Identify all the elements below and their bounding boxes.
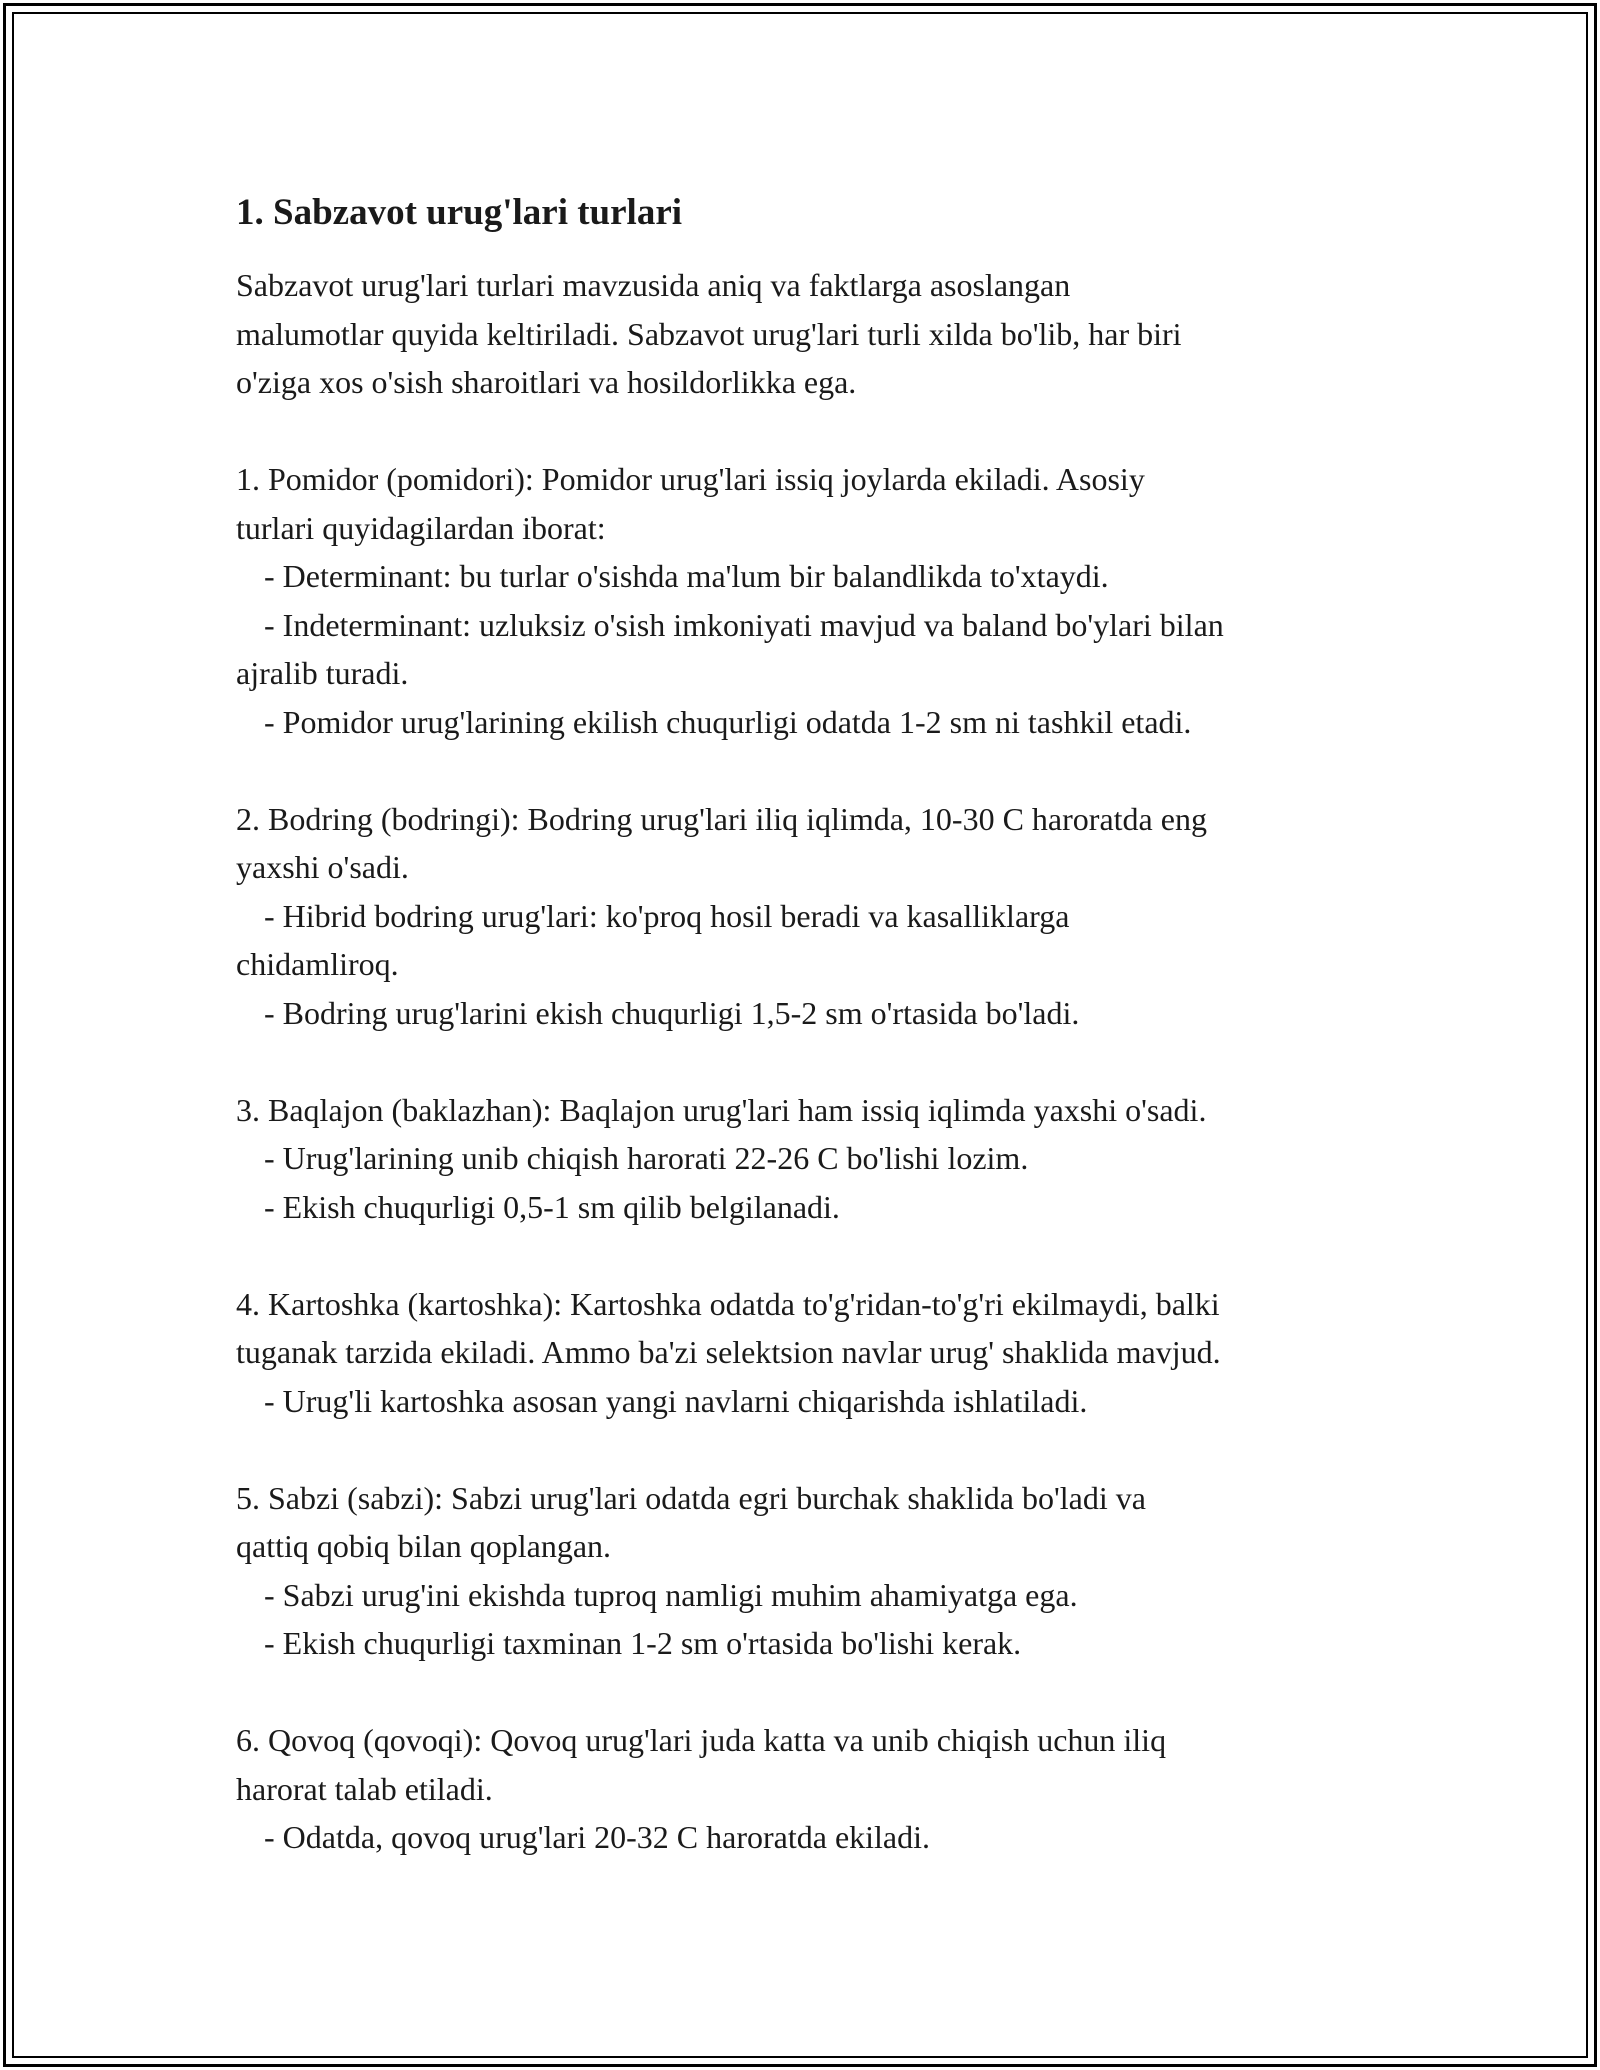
seed-type-section	[236, 795, 1386, 1038]
section-bullet-line: - Pomidor urug'larining ekilish chuqurligi odatda 1-2 sm ni tashkil etadi.	[264, 703, 1192, 740]
section-spacer	[236, 1037, 1386, 1086]
seed-type-section	[236, 1474, 1386, 1668]
intro-line: malumotlar quyida keltiriladi. Sabzavot urug'lari turli xilda bo'lib, har biri	[236, 315, 1182, 352]
section-spacer	[236, 1425, 1386, 1474]
section-text-line: 4. Kartoshka (kartoshka): Kartoshka odatda to'g'ridan-to'g'ri ekilmaydi, balki	[236, 1285, 1220, 1322]
section-spacer	[236, 1231, 1386, 1280]
section-bullet-line: - Ekish chuqurligi taxminan 1-2 sm o'rtasida bo'lishi kerak.	[264, 1625, 1022, 1661]
section-text-line: 5. Sabzi (sabzi): Sabzi urug'lari odatda egri burchak shaklida bo'ladi va	[236, 1479, 1146, 1516]
section-bullet-line: - Hibrid bodring urug'lari: ko'proq hosil beradi va kasalliklarga	[264, 897, 1070, 934]
section-spacer	[236, 407, 1386, 456]
section-bullet-line: - Bodring urug'larini ekish chuqurligi 1,5-2 sm o'rtasida bo'ladi.	[264, 994, 1080, 1031]
document-title: 1. Sabzavot urug'lari turlari	[236, 192, 683, 233]
seed-type-section	[236, 1280, 1386, 1426]
document-body	[236, 185, 1386, 1862]
section-text-line: 6. Qovoq (qovoqi): Qovoq urug'lari juda katta va unib chiqish uchun iliq	[236, 1722, 1167, 1758]
section-text-line: yaxshi o'sadi.	[236, 849, 409, 885]
section-spacer	[236, 1668, 1386, 1717]
section-text-line: turlari quyidagilardan iborat:	[236, 509, 606, 546]
section-bullet-line: - Ekish chuqurligi 0,5-1 sm qilib belgilanadi.	[264, 1188, 840, 1225]
section-bullet-line: - Odatda, qovoq urug'lari 20-32 C haroratda ekiladi.	[264, 1819, 931, 1855]
seed-type-section	[236, 1086, 1386, 1232]
intro-line: Sabzavot urug'lari turlari mavzusida aniq va faktlarga asoslangan	[236, 267, 1071, 303]
section-bullet-line: - Urug'larining unib chiqish harorati 22-26 C bo'lishi lozim.	[264, 1140, 1029, 1176]
section-bullet-line: - Urug'li kartoshka asosan yangi navlarni chiqarishda ishlatiladi.	[264, 1382, 1088, 1419]
section-bullet-line: - Indeterminant: uzluksiz o'sish imkoniyati mavjud va baland bo'ylari bilan	[264, 606, 1224, 643]
section-bullet-line: - Sabzi urug'ini ekishda tuproq namligi muhim ahamiyatga ega.	[264, 1576, 1078, 1613]
section-text-line: chidamliroq.	[236, 946, 399, 982]
section-text-line: ajralib turadi.	[236, 655, 409, 691]
section-text-line: tuganak tarzida ekiladi. Ammo ba'zi selektsion navlar urug' shaklida mavjud.	[236, 1334, 1221, 1370]
section-spacer	[236, 746, 1386, 795]
section-text-line: 3. Baqlajon (baklazhan): Baqlajon urug'lari ham issiq iqlimda yaxshi o'sadi.	[236, 1091, 1207, 1128]
intro-line: o'ziga xos o'sish sharoitlari va hosildorlikka ega.	[236, 364, 857, 400]
seed-type-section	[236, 1716, 1386, 1862]
intro-paragraph	[236, 261, 1386, 407]
section-bullet-line: - Determinant: bu turlar o'sishda ma'lum bir balandlikda to'xtaydi.	[264, 558, 1109, 594]
section-text-line: harorat talab etiladi.	[236, 1770, 493, 1807]
seed-type-section	[236, 455, 1386, 746]
section-text-line: qattiq qobiq bilan qoplangan.	[236, 1528, 612, 1564]
section-text-line: 1. Pomidor (pomidori): Pomidor urug'lari issiq joylarda ekiladi. Asosiy	[236, 461, 1145, 497]
section-text-line: 2. Bodring (bodringi): Bodring urug'lari iliq iqlimda, 10-30 C haroratda eng	[236, 800, 1207, 837]
seed-type-list	[236, 407, 1386, 1862]
